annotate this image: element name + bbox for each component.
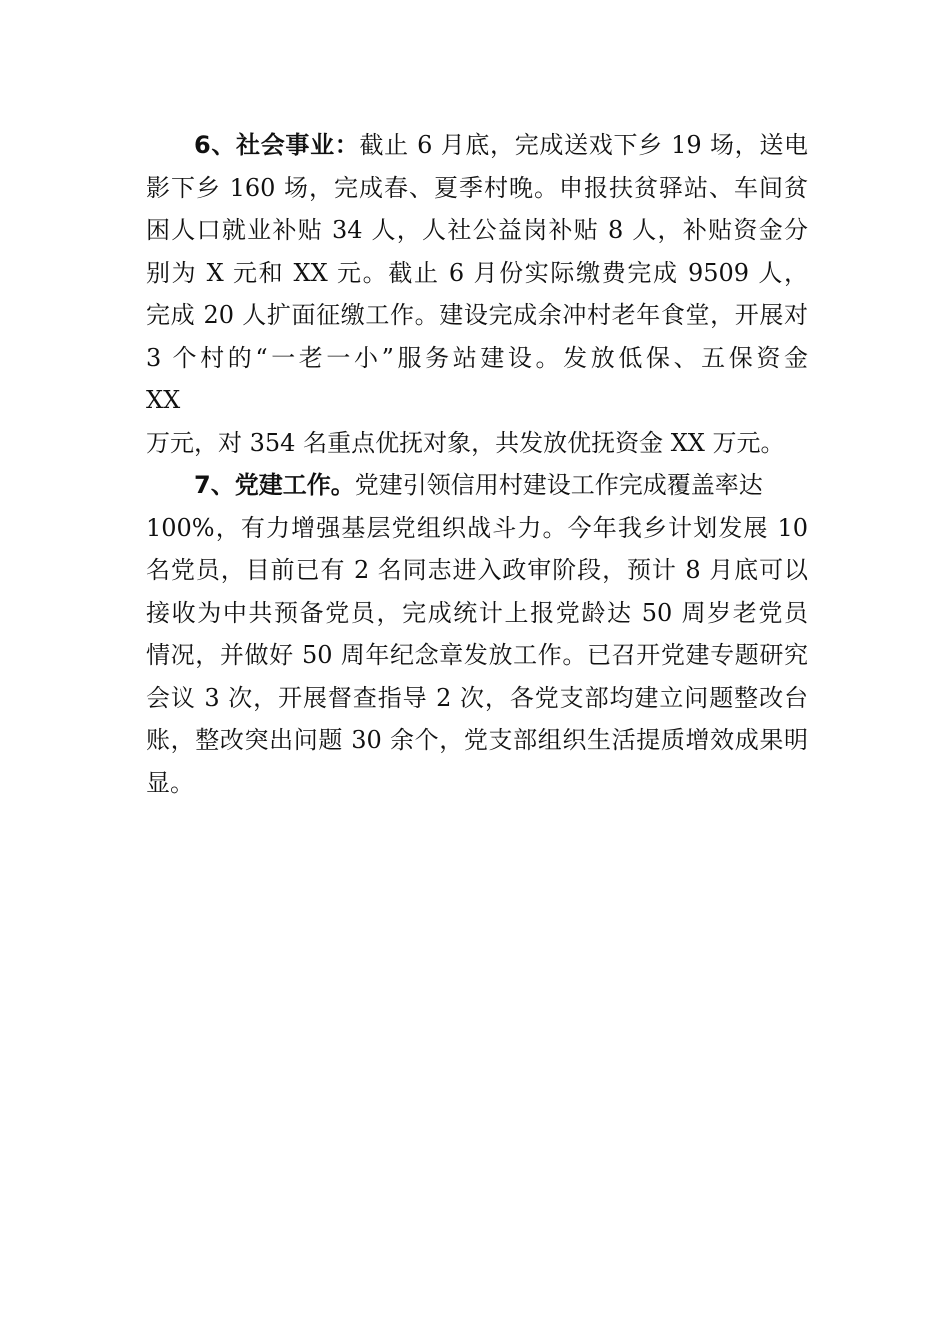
section-6-heading: 6、社会事业： [194,131,360,159]
section-7-text: 党建引领信用村建设工作完成覆盖率达 [354,471,763,499]
section-6-line-5: 完成 20 人扩面征缴工作。建设完成余冲村老年食堂，开展对 [146,301,808,329]
section-7-line-2: 100%，有力增强基层党组织战斗力。今年我乡计划发展 10 [146,513,808,542]
section-7-line-6: 会议 3 次，开展督查指导 2 次，各党支部均建立问题整改台 [146,683,808,712]
section-6-line-6: 3 个村的“一老一小”服务站建设。发放低保、五保资金 [146,343,808,372]
section-7-line-4: 接收为中共预备党员，完成统计上报党龄达 50 周岁老党员 [146,598,808,627]
section-6-text: 截止 6 月底，完成送戏下乡 19 场，送电 [359,131,808,159]
document-body [146,124,808,804]
section-6-line-1 [146,124,808,167]
section-6-line-4: 别为 X 元和 XX 元。截止 6 月份实际缴费完成 9509 人， [146,258,808,287]
section-7-line-1 [146,464,808,507]
section-6-line-8: 万元，对 354 名重点优抚对象，共发放优抚资金 XX 万元。 [146,428,785,457]
section-7-line-8: 显。 [146,768,194,797]
section-6-line-2: 影下乡 160 场，完成春、夏季村晚。申报扶贫驿站、车间贫 [146,173,808,202]
section-7-heading: 7、党建工作。 [194,471,355,499]
section-7-line-7: 账，整改突出问题 30 余个，党支部组织生活提质增效成果明 [146,726,808,754]
section-7-line-5: 情况，并做好 50 周年纪念章发放工作。已召开党建专题研究 [146,641,808,669]
section-7-line-3: 名党员，目前已有 2 名同志进入政审阶段，预计 8 月底可以 [146,556,808,584]
section-6-line-7: XX [146,386,181,414]
section-6-line-3: 困人口就业补贴 34 人，人社公益岗补贴 8 人，补贴资金分 [146,216,808,244]
